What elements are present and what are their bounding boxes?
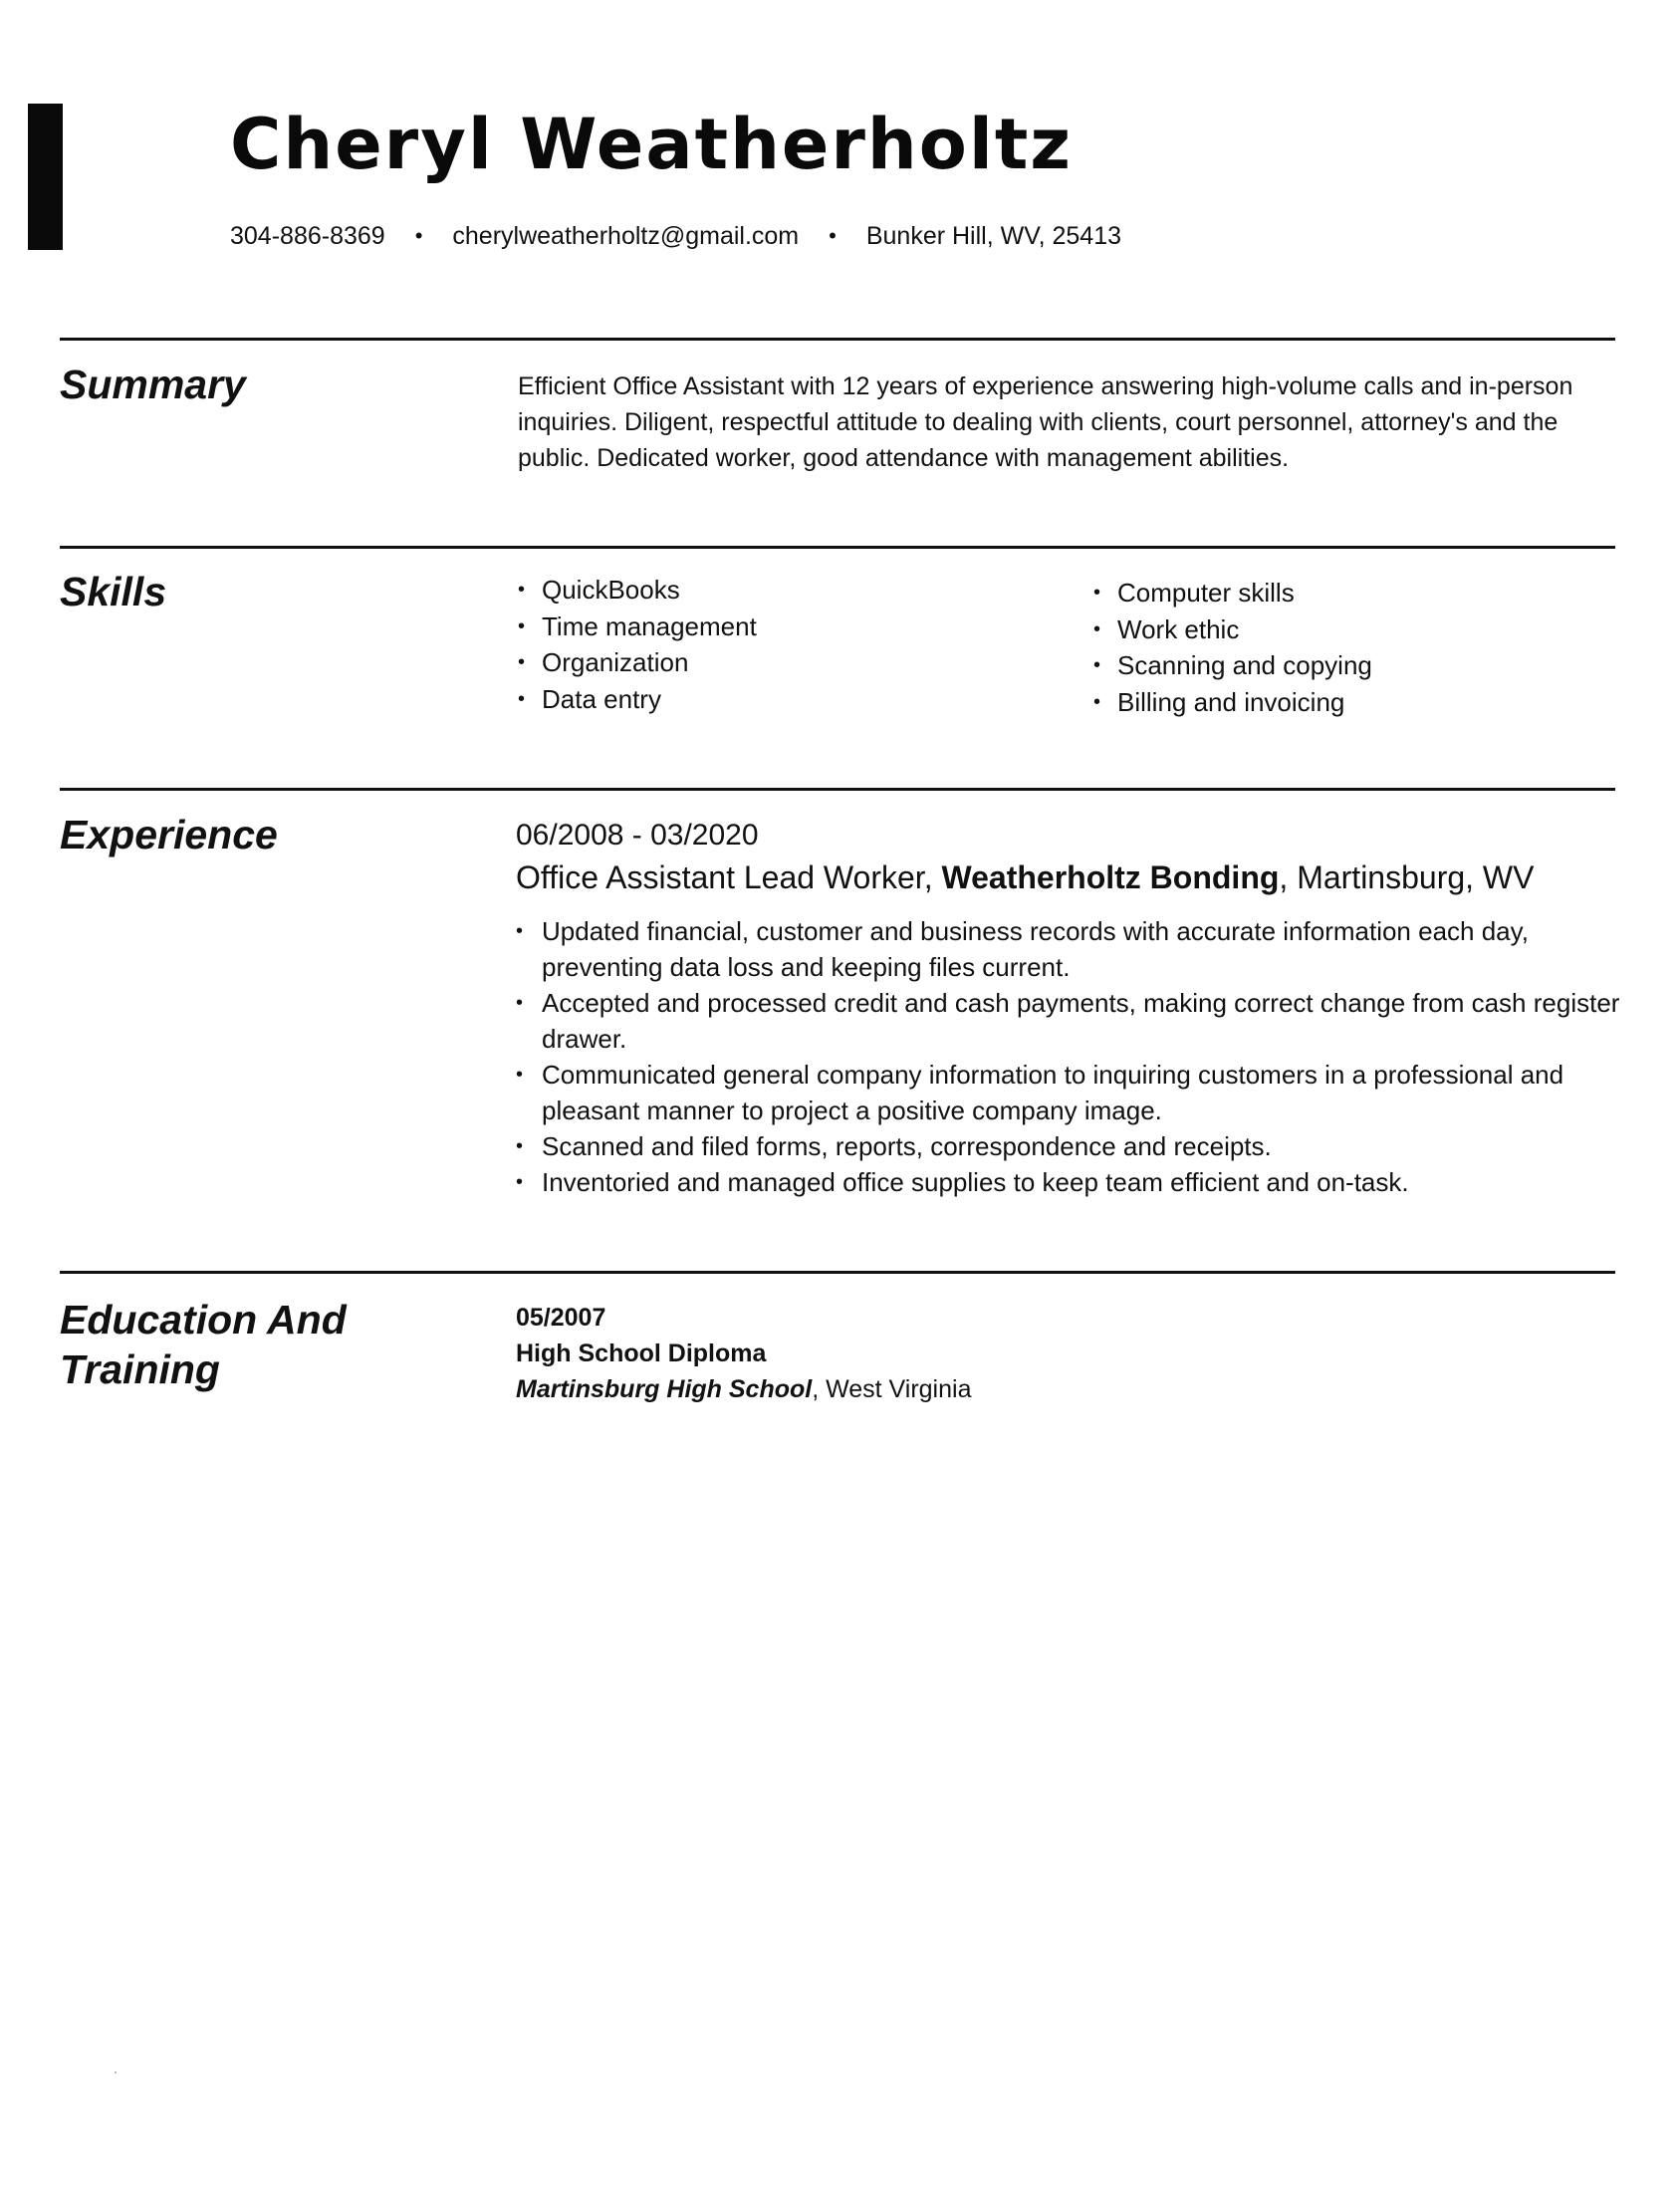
skills-heading: Skills: [60, 569, 167, 614]
section-divider: [60, 546, 1615, 549]
school-name: Martinsburg High School: [516, 1375, 813, 1403]
skill-item: • Data entry: [518, 681, 757, 718]
job-duty-item: • Accepted and processed credit and cash payments, making correct change from cash register drawer.: [516, 985, 1621, 1057]
job-duty-item: • Inventoried and managed office supplies to keep team efficient and on-task.: [516, 1164, 1621, 1200]
degree-name: High School Diploma: [516, 1340, 767, 1367]
job-duty-item: • Scanned and filed forms, reports, correspondence and receipts.: [516, 1128, 1621, 1164]
education-heading: [60, 1295, 347, 1394]
school-line: [516, 1374, 971, 1404]
contact-separator: •: [414, 222, 423, 248]
skill-item: • Computer skills: [1093, 575, 1372, 611]
section-divider: [60, 338, 1615, 341]
job-dates: 06/2008 - 03/2020: [516, 819, 759, 852]
header-accent-bar: [28, 104, 63, 250]
education-heading-line2: Training: [60, 1346, 220, 1392]
skill-item: • Time management: [518, 609, 757, 645]
email-address: cherylweatherholtz@gmail.com: [452, 222, 800, 250]
job-duties-list: [516, 913, 1621, 1200]
company-name: Weatherholtz Bonding: [941, 859, 1280, 895]
education-heading-line1: Education And: [60, 1297, 347, 1342]
experience-heading: Experience: [60, 812, 278, 857]
skill-item: • Billing and invoicing: [1093, 684, 1372, 721]
home-location: Bunker Hill, WV, 25413: [865, 222, 1121, 250]
contact-line: [230, 221, 1121, 251]
job-duty-item: • Communicated general company information to inquiring customers in a professional and pleasant manner to project a positive company image.: [516, 1057, 1621, 1128]
skill-item: • Work ethic: [1093, 611, 1372, 648]
skills-list-left: [518, 572, 757, 717]
summary-heading: Summary: [60, 362, 246, 407]
summary-text: Efficient Office Assistant with 12 years of experience answering high-volume calls and in-person inquiries. Diligent, respectful attitude to dealing with clients, court personnel, attorney's and the public. Dedicated worker, good attendance with management abilities.: [518, 372, 1573, 472]
candidate-name: Cheryl Weatherholtz: [230, 104, 1074, 185]
job-heading: [516, 858, 1534, 896]
job-location: , Martinsburg, WV: [1279, 859, 1535, 895]
section-divider: [60, 1271, 1615, 1274]
contact-separator: •: [829, 222, 837, 248]
section-divider: [60, 788, 1615, 791]
skill-item: • Scanning and copying: [1093, 647, 1372, 684]
school-location: , West Virginia: [812, 1375, 972, 1403]
skills-list-right: [1093, 575, 1372, 720]
skill-item: • Organization: [518, 644, 757, 681]
skill-item: • QuickBooks: [518, 572, 757, 609]
job-title: Office Assistant Lead Worker,: [516, 859, 942, 895]
scan-speck: [115, 2072, 117, 2074]
graduation-date: 05/2007: [516, 1304, 606, 1332]
phone-number: 304-886-8369: [230, 222, 385, 250]
job-duty-item: • Updated financial, customer and business records with accurate information each day, preventing data loss and keeping files current.: [516, 913, 1621, 985]
